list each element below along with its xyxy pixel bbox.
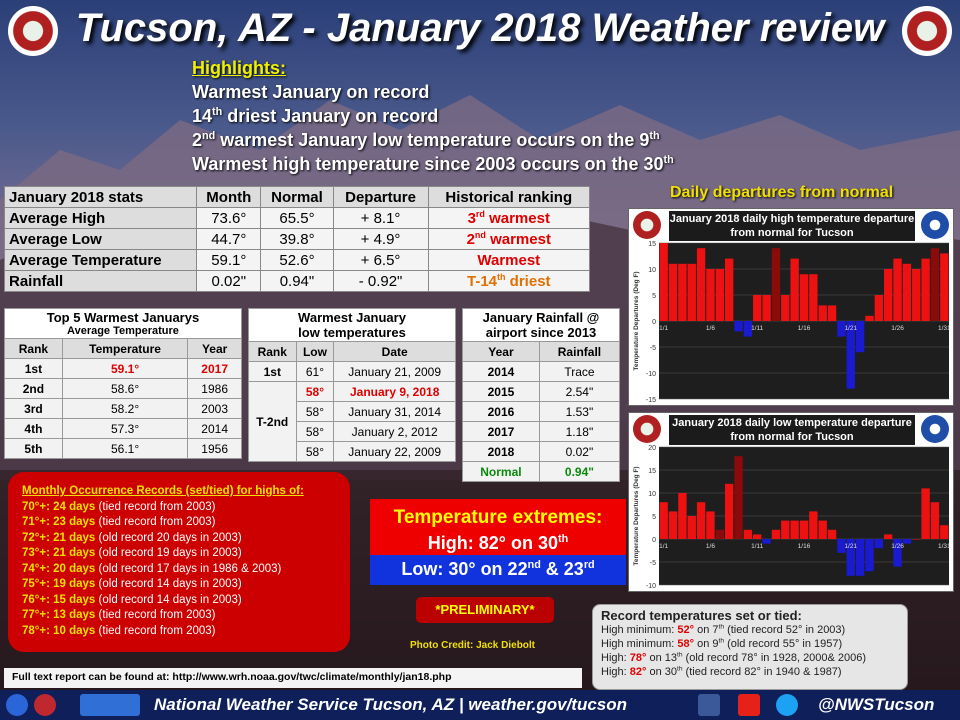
list-item: High minimum: 52° on 7th (tied record 52° in 2003)	[601, 623, 846, 636]
nws-logo-icon	[902, 6, 952, 56]
top5-warmest-table	[4, 308, 242, 459]
row-label: Average High	[5, 208, 197, 229]
y-tick-label: 10	[648, 267, 656, 274]
y-tick-label: 20	[648, 445, 656, 452]
ranking-cell: T-14th driest	[428, 271, 589, 292]
table-cell: 39.8°	[261, 229, 333, 250]
y-tick-label: 10	[648, 491, 656, 498]
table-row: 2015 2.54"	[463, 382, 620, 402]
column-header: Year	[188, 339, 242, 359]
chart-bar	[781, 295, 789, 321]
chart-bar	[809, 274, 817, 321]
nws-logo-icon	[633, 415, 661, 443]
chart-bar	[884, 269, 892, 321]
wrn-logo-icon	[80, 694, 140, 716]
nws-logo-icon	[633, 211, 661, 239]
chart-bar	[828, 305, 836, 321]
x-tick-label: 1/6	[705, 543, 715, 550]
table-row: 1st 59.1° 2017	[5, 359, 242, 379]
chart-bar	[856, 321, 864, 352]
footer-text[interactable]: National Weather Service Tucson, AZ | weather.gov/tucson	[154, 695, 628, 714]
chart-bar	[744, 530, 752, 539]
chart-bar	[819, 305, 827, 321]
charts-heading: Daily departures from normal	[670, 184, 894, 201]
table-row: 2018 0.02"	[463, 442, 620, 462]
nws-logo-icon	[8, 6, 58, 56]
list-item: 73°+: 21 days (old record 19 days in 2003)	[22, 547, 242, 559]
records-title: Record temperatures set or tied:	[601, 608, 802, 623]
chart-bar	[800, 274, 808, 321]
preliminary-badge: *PRELIMINARY*	[416, 597, 554, 623]
extreme-low: Low: 30° on 22nd & 23rd	[370, 555, 626, 585]
chart-bar	[931, 502, 939, 539]
page-title: Tucson, AZ - January 2018 Weather review	[75, 6, 885, 50]
chart-bar	[884, 534, 892, 539]
occurrence-heading: Monthly Occurrence Records (set/tied) for highs of:	[22, 485, 304, 497]
column-header: Month	[197, 187, 261, 208]
column-header: January 2018 stats	[5, 187, 197, 208]
chart-bar	[753, 534, 761, 539]
chart-bar	[753, 295, 761, 321]
noaa-logo-icon	[921, 415, 949, 443]
list-item: 74°+: 20 days (old record 17 days in 1986 & 2003)	[22, 562, 282, 575]
table-cell: + 6.5°	[333, 250, 428, 271]
chart-bar	[706, 511, 714, 539]
chart-bar	[819, 521, 827, 539]
column-header: Temperature	[62, 339, 187, 359]
warmest-low-table	[248, 308, 456, 462]
chart-bar	[865, 316, 873, 321]
chart-bar	[940, 525, 948, 539]
list-item: 76°+: 15 days (old record 14 days in 2003)	[22, 593, 242, 606]
highlights-heading: Highlights:	[192, 58, 286, 78]
noaa-logo-icon	[6, 694, 28, 716]
chart-bar	[921, 259, 929, 321]
chart-bar	[697, 502, 705, 539]
column-header: Rank	[5, 339, 63, 359]
record-temperatures-panel	[592, 604, 908, 690]
chart-bar	[678, 264, 686, 321]
chart-bar	[772, 248, 780, 321]
table-cell: 0.02"	[197, 271, 261, 292]
column-header: Year	[463, 342, 540, 362]
photo-credit: Photo Credit: Jack Diebolt	[410, 640, 536, 651]
y-tick-label: -15	[645, 397, 656, 404]
x-tick-label: 1/16	[797, 325, 811, 332]
table-row: 2017 1.18"	[463, 422, 620, 442]
chart-title: January 2018 daily high temperature departure from normal for Tucson	[669, 213, 915, 239]
chart-bar	[800, 521, 808, 539]
chart-bar	[781, 521, 789, 539]
highlight-line: 14th driest January on record	[192, 106, 439, 126]
x-tick-label: 1/6	[705, 325, 715, 332]
column-header: Rank	[249, 342, 297, 362]
chart-bar	[903, 264, 911, 321]
footer-bar	[0, 690, 960, 720]
table-row: 2016 1.53"	[463, 402, 620, 422]
chart-bar	[762, 295, 770, 321]
list-item: 75°+: 19 days (old record 14 days in 2003)	[22, 578, 242, 590]
chart-title: January 2018 daily low temperature departure from normal for Tucson	[669, 415, 915, 445]
chart-bar	[828, 530, 836, 539]
y-tick-label: 5	[652, 514, 656, 521]
twitter-handle[interactable]: @NWSTucson	[818, 695, 935, 714]
chart-bar	[809, 511, 817, 539]
low-departure-chart	[628, 412, 954, 592]
y-axis-label: Temperature Departures (Deg F)	[633, 466, 640, 566]
column-header: Normal	[261, 187, 333, 208]
chart-bar	[688, 516, 696, 539]
chart-bar	[893, 259, 901, 321]
chart-bar	[716, 530, 724, 539]
x-tick-label: 1/1	[659, 543, 669, 550]
x-tick-label: 1/21	[844, 543, 858, 550]
chart-bar	[697, 248, 705, 321]
x-tick-label: 1/31	[937, 325, 951, 332]
table-cell: + 8.1°	[333, 208, 428, 229]
column-header: Date	[334, 342, 456, 362]
highlights-panel	[192, 56, 674, 176]
table-row: 3rd 58.2° 2003	[5, 399, 242, 419]
chart-bar	[875, 539, 883, 548]
y-tick-label: -5	[649, 345, 656, 352]
table-row	[5, 208, 590, 229]
y-tick-label: 0	[652, 319, 656, 326]
chart-bar	[912, 269, 920, 321]
row-label: Average Temperature	[5, 250, 197, 271]
chart-bar	[678, 493, 686, 539]
column-header: Rainfall	[539, 342, 619, 362]
chart-bar	[772, 530, 780, 539]
list-item: 71°+: 23 days (tied record from 2003)	[22, 516, 216, 528]
nws-logo-icon	[34, 694, 56, 716]
facebook-icon[interactable]	[698, 694, 720, 716]
row-label: Rainfall	[5, 271, 197, 292]
x-tick-label: 1/31	[937, 543, 951, 550]
full-report-link[interactable]: Full text report can be found at: http://www.wrh.noaa.gov/twc/climate/monthly/jan18.php	[4, 668, 582, 688]
list-item: 70°+: 24 days (tied record from 2003)	[22, 500, 216, 513]
table-row: 5th 56.1° 1956	[5, 439, 242, 459]
highlight-line: Warmest high temperature since 2003 occurs on the 30th	[192, 154, 674, 174]
table-row: 4th 57.3° 2014	[5, 419, 242, 439]
y-tick-label: -10	[645, 371, 656, 378]
list-item: High: 82° on 30th (tied record 82° in 1940 & 1987)	[601, 665, 842, 678]
table-caption: Warmest January low temperatures	[249, 309, 456, 342]
ranking-cell: Warmest	[428, 250, 589, 271]
column-header: Historical ranking	[428, 187, 589, 208]
table-row: 1st 61° January 21, 2009	[249, 362, 456, 382]
y-tick-label: -5	[649, 560, 656, 567]
column-header: Departure	[333, 187, 428, 208]
list-item: High minimum: 58° on 9th (old record 55° in 1957)	[601, 637, 843, 650]
table-row: 2nd 58.6° 1986	[5, 379, 242, 399]
chart-bar	[706, 269, 714, 321]
x-tick-label: 1/26	[891, 543, 904, 550]
noaa-logo-icon	[921, 211, 949, 239]
chart-bar	[875, 295, 883, 321]
chart-bar	[940, 253, 948, 321]
table-cell: - 0.92"	[333, 271, 428, 292]
y-tick-label: 15	[648, 468, 656, 475]
table-cell: 59.1°	[197, 250, 261, 271]
chart-bar	[903, 539, 911, 544]
table-cell: + 4.9°	[333, 229, 428, 250]
chart-bar	[669, 511, 677, 539]
highlight-line: 2nd warmest January low temperature occurs on the 9th	[192, 130, 660, 150]
chart-bar	[660, 243, 668, 321]
twitter-icon[interactable]	[776, 694, 798, 716]
chart-bar	[790, 521, 798, 539]
list-item: High: 78° on 13th (old record 78° in 1928, 2000& 2006)	[601, 651, 867, 664]
list-item: 77°+: 13 days (tied record from 2003)	[22, 609, 216, 621]
x-tick-label: 1/11	[751, 543, 764, 550]
list-item: 72°+: 21 days (old record 20 days in 2003)	[22, 531, 242, 544]
chart-bar	[865, 539, 873, 571]
rainfall-table	[462, 308, 620, 482]
chart-bar	[716, 269, 724, 321]
column-header: Low	[296, 342, 334, 362]
chart-bar	[725, 259, 733, 321]
table-cell: 44.7°	[197, 229, 261, 250]
table-row	[5, 229, 590, 250]
chart-bar	[688, 264, 696, 321]
table-row	[5, 271, 590, 292]
ranking-cell: 3rd warmest	[428, 208, 589, 229]
extremes-title: Temperature extremes:	[370, 499, 626, 533]
table-row: 58° January 2, 2012	[249, 422, 456, 442]
chart-bar	[931, 248, 939, 321]
youtube-icon[interactable]	[738, 694, 760, 716]
table-caption: Top 5 Warmest Januarys Average Temperature	[5, 309, 242, 339]
table-row	[5, 250, 590, 271]
table-row: 58° January 22, 2009	[249, 442, 456, 462]
table-caption: January Rainfall @ airport since 2013	[463, 309, 620, 342]
table-row: Normal 0.94"	[463, 462, 620, 482]
x-tick-label: 1/16	[797, 543, 811, 550]
extreme-high: High: 82° on 30th	[370, 533, 626, 555]
table-cell: 0.94"	[261, 271, 333, 292]
x-tick-label: 1/11	[751, 325, 764, 332]
row-label: Average Low	[5, 229, 197, 250]
chart-bar	[669, 264, 677, 321]
chart-bar	[762, 539, 770, 544]
chart-bar	[734, 321, 742, 331]
chart-bar	[734, 456, 742, 539]
chart-bar	[912, 539, 920, 540]
table-row: T-2nd 58° January 9, 2018	[249, 382, 456, 402]
table-row: 58° January 31, 2014	[249, 402, 456, 422]
y-tick-label: 5	[652, 293, 656, 300]
y-tick-label: 0	[652, 537, 656, 544]
x-tick-label: 1/21	[844, 325, 858, 332]
chart-bar	[725, 484, 733, 539]
x-tick-label: 1/26	[891, 325, 904, 332]
table-row: 2014 Trace	[463, 362, 620, 382]
january-stats-table	[4, 186, 590, 292]
x-tick-label: 1/1	[659, 325, 669, 332]
y-axis-label: Temperature Departures (Deg F)	[633, 271, 640, 371]
table-cell: 52.6°	[261, 250, 333, 271]
occurrence-records-panel	[8, 472, 350, 652]
y-tick-label: -10	[645, 583, 656, 590]
ranking-cell: 2nd warmest	[428, 229, 589, 250]
chart-bar	[921, 488, 929, 539]
chart-bar	[856, 539, 864, 576]
y-tick-label: 15	[648, 241, 656, 248]
highlight-line: Warmest January on record	[192, 82, 430, 102]
chart-bar	[660, 502, 668, 539]
table-cell: 65.5°	[261, 208, 333, 229]
table-cell: 73.6°	[197, 208, 261, 229]
chart-bar	[790, 259, 798, 321]
table-header-row	[5, 187, 590, 208]
temperature-extremes-panel	[370, 499, 626, 587]
list-item: 78°+: 10 days (tied record from 2003)	[22, 624, 216, 637]
high-departure-chart	[628, 208, 954, 406]
